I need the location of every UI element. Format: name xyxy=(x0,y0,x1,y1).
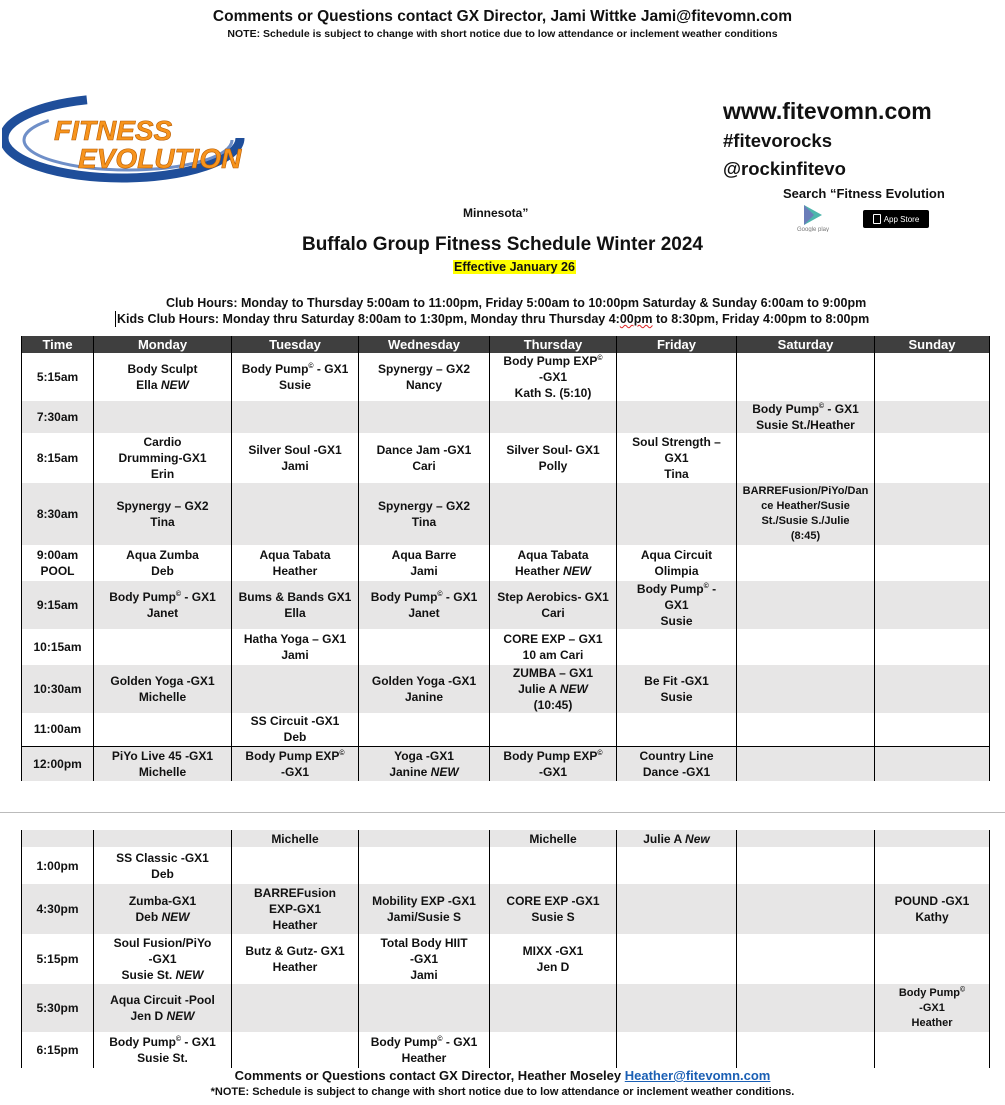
time-cell xyxy=(22,830,94,847)
class-cell-wednesday xyxy=(359,984,490,1032)
schedule-row xyxy=(22,934,990,984)
class-cell-saturday xyxy=(737,665,875,713)
class-cell-thursday xyxy=(490,483,617,545)
class-cell-monday: Cardio Drumming-GX1 Erin xyxy=(94,433,232,483)
class-cell-thursday: Silver Soul- GX1 Polly xyxy=(490,433,617,483)
top-contact-text: Comments or Questions contact GX Director, Jami Wittke Jami@fitevomn.com xyxy=(212,8,793,25)
time-cell: 5:15pm xyxy=(22,934,94,984)
schedule-row xyxy=(22,433,990,483)
time-cell: 5:30pm xyxy=(22,984,94,1032)
class-cell-tuesday: BARREFusion EXP-GX1 Heather xyxy=(232,884,359,934)
column-header-saturday: Saturday xyxy=(737,336,875,353)
schedule-table-bottom xyxy=(21,830,990,1068)
schedule-row xyxy=(22,1032,990,1068)
column-header-tuesday: Tuesday xyxy=(232,336,359,353)
class-cell-friday xyxy=(617,713,737,746)
class-cell-sunday xyxy=(875,934,990,984)
class-cell-sunday: POUND -GX1 Kathy xyxy=(875,884,990,934)
app-store-badge[interactable] xyxy=(863,210,929,228)
class-cell-monday xyxy=(94,830,232,847)
class-cell-saturday xyxy=(737,353,875,401)
class-cell-friday: Country Line Dance -GX1 xyxy=(617,746,737,781)
time-cell: 8:15am xyxy=(22,433,94,483)
class-cell-friday xyxy=(617,401,737,433)
class-cell-sunday xyxy=(875,433,990,483)
class-cell-thursday: Michelle xyxy=(490,830,617,847)
class-cell-saturday: BARREFusion/PiYo/Dan ce Heather/Susie St./Susie S./Julie (8:45) xyxy=(737,483,875,545)
schedule-row xyxy=(22,581,990,629)
class-cell-sunday xyxy=(875,830,990,847)
class-cell-tuesday xyxy=(232,483,359,545)
class-cell-saturday xyxy=(737,984,875,1032)
apple-icon xyxy=(873,214,881,224)
time-cell: 4:30pm xyxy=(22,884,94,934)
class-cell-friday: Be Fit -GX1 Susie xyxy=(617,665,737,713)
class-cell-friday: Aqua Circuit Olimpia xyxy=(617,545,737,581)
class-cell-monday: Aqua Zumba Deb xyxy=(94,545,232,581)
time-cell: 5:15am xyxy=(22,353,94,401)
class-cell-monday xyxy=(94,713,232,746)
class-cell-wednesday xyxy=(359,847,490,884)
class-cell-tuesday: Silver Soul -GX1 Jami xyxy=(232,433,359,483)
time-cell: 11:00am xyxy=(22,713,94,746)
class-cell-wednesday: Yoga -GX1 Janine NEW xyxy=(359,746,490,781)
class-cell-sunday xyxy=(875,581,990,629)
class-cell-sunday xyxy=(875,545,990,581)
class-cell-friday: Soul Strength – GX1 Tina xyxy=(617,433,737,483)
class-cell-sunday: Body Pump© -GX1 Heather xyxy=(875,984,990,1032)
class-cell-tuesday: SS Circuit -GX1 Deb xyxy=(232,713,359,746)
class-cell-monday xyxy=(94,629,232,665)
schedule-row xyxy=(22,629,990,665)
class-cell-wednesday xyxy=(359,713,490,746)
class-cell-thursday: Body Pump EXP© -GX1 xyxy=(490,746,617,781)
logo-line2: EVOLUTION xyxy=(78,143,242,174)
class-cell-saturday xyxy=(737,713,875,746)
class-cell-tuesday: Body Pump© - GX1 Susie xyxy=(232,353,359,401)
schedule-table-top xyxy=(21,336,990,781)
column-header-friday: Friday xyxy=(617,336,737,353)
class-cell-wednesday xyxy=(359,401,490,433)
class-cell-friday: Julie A New xyxy=(617,830,737,847)
column-header-sunday: Sunday xyxy=(875,336,990,353)
social-handle: @rockinfitevo xyxy=(723,158,846,179)
schedule-row xyxy=(22,353,990,401)
class-cell-friday xyxy=(617,483,737,545)
class-cell-friday xyxy=(617,1032,737,1068)
google-play-badge[interactable] xyxy=(792,204,834,232)
schedule-row xyxy=(22,545,990,581)
bottom-note-text: *NOTE: Schedule is subject to change with short notice due to low attendance or inclement weather conditions. xyxy=(210,1086,795,1098)
website-url[interactable]: www.fitevomn.com xyxy=(723,98,932,124)
schedule-row xyxy=(22,847,990,884)
bottom-contact-prefix: Comments or Questions contact GX Director, Heather Moseley xyxy=(234,1068,625,1083)
class-cell-monday: Zumba-GX1 Deb NEW xyxy=(94,884,232,934)
top-note-text: NOTE: Schedule is subject to change with short notice due to low attendance or inclement weather conditions xyxy=(227,28,778,40)
kids-hours-prefix: Kids Club Hours: Monday thru Saturday 8:00am to 1:30pm, Monday thru Thursday 4: xyxy=(117,312,620,326)
schedule-row xyxy=(22,984,990,1032)
schedule-row xyxy=(22,483,990,545)
schedule-row xyxy=(22,713,990,746)
time-cell: 1:00pm xyxy=(22,847,94,884)
schedule-row xyxy=(22,746,990,781)
class-cell-saturday xyxy=(737,433,875,483)
class-cell-thursday: CORE EXP -GX1 Susie S xyxy=(490,884,617,934)
class-cell-thursday xyxy=(490,984,617,1032)
class-cell-tuesday: Michelle xyxy=(232,830,359,847)
logo-line1: FITNESS xyxy=(54,115,173,146)
class-cell-tuesday xyxy=(232,665,359,713)
page-title: Buffalo Group Fitness Schedule Winter 2024 xyxy=(301,234,703,255)
class-cell-sunday xyxy=(875,1032,990,1068)
class-cell-thursday: ZUMBA – GX1 Julie A NEW (10:45) xyxy=(490,665,617,713)
schedule-row xyxy=(22,665,990,713)
class-cell-monday: Golden Yoga -GX1 Michelle xyxy=(94,665,232,713)
class-cell-sunday xyxy=(875,353,990,401)
class-cell-friday xyxy=(617,353,737,401)
class-cell-friday xyxy=(617,847,737,884)
class-cell-monday: Soul Fusion/PiYo -GX1 Susie St. NEW xyxy=(94,934,232,984)
class-cell-saturday xyxy=(737,581,875,629)
class-cell-thursday: Step Aerobics- GX1 Cari xyxy=(490,581,617,629)
class-cell-tuesday: Body Pump EXP© -GX1 xyxy=(232,746,359,781)
class-cell-sunday xyxy=(875,401,990,433)
class-cell-tuesday: Bums & Bands GX1 Ella xyxy=(232,581,359,629)
class-cell-sunday xyxy=(875,629,990,665)
class-cell-saturday xyxy=(737,746,875,781)
class-cell-thursday: MIXX -GX1 Jen D xyxy=(490,934,617,984)
class-cell-saturday xyxy=(737,884,875,934)
class-cell-thursday: Body Pump EXP© -GX1 Kath S. (5:10) xyxy=(490,353,617,401)
class-cell-monday: Spynergy – GX2 Tina xyxy=(94,483,232,545)
class-cell-saturday xyxy=(737,629,875,665)
class-cell-friday xyxy=(617,629,737,665)
class-cell-sunday xyxy=(875,483,990,545)
class-cell-monday: Body Pump© - GX1 Janet xyxy=(94,581,232,629)
club-hours-text: Club Hours: Monday to Thursday 5:00am to 11:00pm, Friday 5:00am to 10:00pm Saturday & Sunday 6:00am to 9:00pm xyxy=(166,296,867,310)
class-cell-wednesday: Body Pump© - GX1 Janet xyxy=(359,581,490,629)
text-cursor xyxy=(115,311,116,327)
class-cell-wednesday: Golden Yoga -GX1 Janine xyxy=(359,665,490,713)
schedule-row xyxy=(22,401,990,433)
class-cell-thursday xyxy=(490,847,617,884)
class-cell-monday: SS Classic -GX1 Deb xyxy=(94,847,232,884)
class-cell-thursday xyxy=(490,713,617,746)
app-store-label: App Store xyxy=(883,214,920,224)
kids-hours-suffix: to 8:30pm, Friday 4:00pm to 8:00pm xyxy=(652,312,870,326)
class-cell-wednesday xyxy=(359,830,490,847)
class-cell-wednesday xyxy=(359,629,490,665)
class-cell-monday: Body Pump© - GX1 Susie St. xyxy=(94,1032,232,1068)
class-cell-wednesday: Total Body HIIT -GX1 Jami xyxy=(359,934,490,984)
class-cell-tuesday xyxy=(232,1032,359,1068)
column-header-time: Time xyxy=(22,336,94,353)
class-cell-tuesday xyxy=(232,847,359,884)
column-header-monday: Monday xyxy=(94,336,232,353)
hashtag-text: #fitevorocks xyxy=(723,130,832,151)
class-cell-saturday xyxy=(737,1032,875,1068)
class-cell-wednesday: Aqua Barre Jami xyxy=(359,545,490,581)
time-cell: 8:30am xyxy=(22,483,94,545)
effective-date-badge: Effective January 26 xyxy=(454,260,575,274)
state-text: Minnesota” xyxy=(463,206,529,220)
kids-hours-spellcheck: 00pm xyxy=(619,312,653,326)
schedule-row xyxy=(22,884,990,934)
class-cell-wednesday: Spynergy – GX2 Nancy xyxy=(359,353,490,401)
time-cell: 6:15pm xyxy=(22,1032,94,1068)
class-cell-saturday xyxy=(737,830,875,847)
column-header-wednesday: Wednesday xyxy=(359,336,490,353)
app-search-text: Search “Fitness Evolution xyxy=(783,186,945,201)
class-cell-thursday: CORE EXP – GX1 10 am Cari xyxy=(490,629,617,665)
time-cell: 12:00pm xyxy=(22,746,94,781)
class-cell-friday xyxy=(617,934,737,984)
schedule-row xyxy=(22,830,990,847)
class-cell-wednesday: Body Pump© - GX1 Heather xyxy=(359,1032,490,1068)
schedule-header-row xyxy=(22,336,990,353)
class-cell-wednesday: Dance Jam -GX1 Cari xyxy=(359,433,490,483)
class-cell-friday: Body Pump© - GX1 Susie xyxy=(617,581,737,629)
class-cell-wednesday: Mobility EXP -GX1 Jami/Susie S xyxy=(359,884,490,934)
time-cell: 10:15am xyxy=(22,629,94,665)
class-cell-tuesday xyxy=(232,984,359,1032)
class-cell-monday xyxy=(94,401,232,433)
bottom-contact-text xyxy=(0,1068,1005,1083)
class-cell-saturday xyxy=(737,847,875,884)
time-cell: 9:15am xyxy=(22,581,94,629)
class-cell-sunday xyxy=(875,746,990,781)
class-cell-friday xyxy=(617,984,737,1032)
fitness-evolution-logo xyxy=(2,92,280,184)
director-email-link[interactable]: Heather@fitevomn.com xyxy=(624,1068,771,1083)
time-cell: 7:30am xyxy=(22,401,94,433)
class-cell-monday: PiYo Live 45 -GX1 Michelle xyxy=(94,746,232,781)
class-cell-thursday: Aqua Tabata Heather NEW xyxy=(490,545,617,581)
google-play-label: Google play xyxy=(796,227,830,232)
class-cell-friday xyxy=(617,884,737,934)
class-cell-wednesday: Spynergy – GX2 Tina xyxy=(359,483,490,545)
class-cell-tuesday: Butz & Gutz- GX1 Heather xyxy=(232,934,359,984)
class-cell-tuesday xyxy=(232,401,359,433)
class-cell-thursday xyxy=(490,401,617,433)
page-break-divider xyxy=(0,812,1005,813)
time-cell: 9:00am POOL xyxy=(22,545,94,581)
class-cell-sunday xyxy=(875,665,990,713)
column-header-thursday: Thursday xyxy=(490,336,617,353)
class-cell-sunday xyxy=(875,847,990,884)
class-cell-tuesday: Aqua Tabata Heather xyxy=(232,545,359,581)
time-cell: 10:30am xyxy=(22,665,94,713)
class-cell-thursday xyxy=(490,1032,617,1068)
class-cell-tuesday: Hatha Yoga – GX1 Jami xyxy=(232,629,359,665)
class-cell-saturday xyxy=(737,934,875,984)
kids-club-hours-text xyxy=(117,312,869,326)
class-cell-monday: Body Sculpt Ella NEW xyxy=(94,353,232,401)
class-cell-saturday: Body Pump© - GX1 Susie St./Heather xyxy=(737,401,875,433)
class-cell-saturday xyxy=(737,545,875,581)
class-cell-sunday xyxy=(875,713,990,746)
class-cell-monday: Aqua Circuit -Pool Jen D NEW xyxy=(94,984,232,1032)
